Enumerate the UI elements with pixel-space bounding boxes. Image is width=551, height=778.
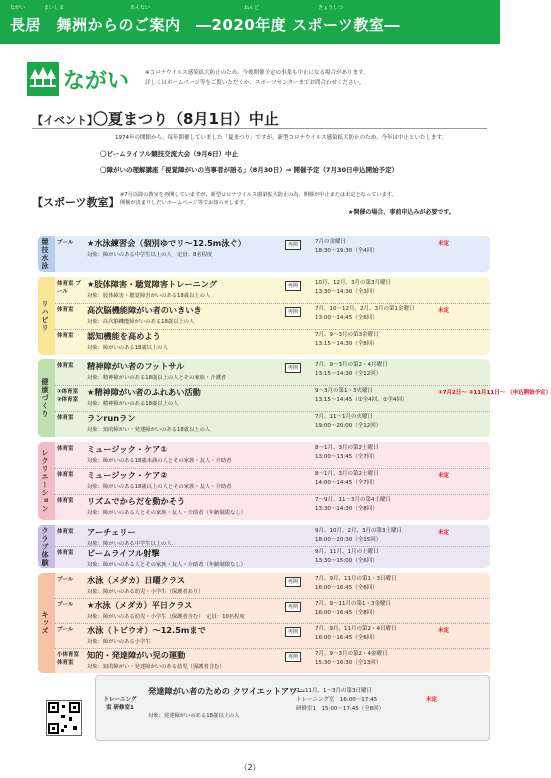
venue: 体育室 bbox=[57, 333, 74, 339]
program-row bbox=[55, 468, 490, 494]
category-tab bbox=[38, 442, 55, 520]
venue: プール bbox=[57, 240, 74, 246]
category-name: 競技水泳 bbox=[41, 238, 49, 270]
program-row: トレーニング室 研修室1 発達障がい者のための クワイエットアワー 対象：発達障がいのある18歳以上の人 7～11月、1～3月の第3日曜日 トレーニング室 16:00～17:45 研修室1 15:00～17:45（全8回） 未定 bbox=[103, 686, 438, 719]
venue: プール bbox=[57, 627, 74, 633]
category-tab bbox=[38, 277, 55, 355]
status-badge: 未定 bbox=[426, 697, 438, 703]
program-target: 対象：高次脳機能障がいのある18歳以上の人 bbox=[87, 319, 195, 325]
program-target: 対象：障がいのある小学生 bbox=[87, 639, 151, 645]
ruby-text: あんない bbox=[130, 5, 151, 11]
schedule: 7月、11～1月の火曜日 19:00～20:00（全12回） bbox=[315, 414, 382, 429]
row-divider bbox=[55, 303, 490, 304]
venue: 体育室 bbox=[57, 446, 74, 452]
program-name: ミュージック・ケア① bbox=[87, 444, 168, 454]
event-item: 〇ビームライフル競技交流大会（9月6日）中止 bbox=[100, 150, 239, 158]
program-name: ★水泳練習会（個別ゆでリ～12.5m泳ぐ） bbox=[87, 238, 246, 248]
program-row bbox=[55, 494, 490, 520]
row-divider bbox=[55, 411, 490, 412]
resume-badge: 再開 bbox=[285, 240, 301, 250]
schedule: 7月、10～12月、2月、3月の第1金曜日 13:00～14:45（全6回） bbox=[315, 306, 415, 321]
schedule: 7月、9～3月の第3金曜日 13:15～14:30（全8回） bbox=[315, 332, 379, 347]
schedule: 9月、11月、1月の土曜日 13:30～15:00（全6回） bbox=[315, 549, 379, 564]
program-name: 認知機能を高めよう bbox=[87, 331, 161, 341]
program-target: 対象：障がいのある中学生以上の人 bbox=[87, 541, 172, 547]
event-description: 1974年の開館から、毎年開催していました「夏まつり」ですが、新型コロナウイルス感染拡大防止のため、今年は中止といたします。 bbox=[115, 135, 448, 141]
row-divider bbox=[55, 468, 490, 469]
category-1 bbox=[38, 277, 490, 355]
schedule: 9月、10月、2月、3月の第3土曜日 18:00～20:30（全15回） bbox=[315, 528, 402, 543]
program-target: 対象：精神障がいのある18歳以上の人とその家族・介護者 bbox=[87, 375, 227, 381]
schedule: 9～3月の第1・3火曜日 13:15～14:45（①全4回、②全4回） bbox=[315, 388, 408, 403]
status-badge: 未定 bbox=[438, 530, 450, 536]
schedule: 7月、9月、11月の第1・3日曜日 16:00～16:45（全6回） bbox=[315, 576, 397, 591]
schedule: 7月、9月、11月の第2・4日曜日 16:00～16:45（全6回） bbox=[315, 626, 397, 641]
program-name: アーチェリー bbox=[87, 527, 136, 537]
row-divider bbox=[55, 598, 490, 599]
event-title: 〇夏まつり（8月1日）中止 bbox=[93, 110, 279, 128]
site-logo bbox=[27, 62, 137, 96]
program-name: 知的・発達障がい児の運動 bbox=[87, 650, 186, 660]
schedule: 7～9月、11～3月の第4土曜日 13:30～14:30（全8回） bbox=[315, 497, 391, 512]
ruby-text: まいしま bbox=[44, 5, 65, 11]
venue: 体育室 プール bbox=[57, 281, 81, 295]
program-name: ★肢体障害・聴覚障害トレーニング bbox=[87, 279, 217, 289]
program-row bbox=[55, 525, 490, 546]
resume-badge: 再開 bbox=[285, 627, 301, 637]
site-name: ながい bbox=[63, 69, 130, 94]
resume-badge: 再開 bbox=[285, 652, 301, 662]
schedule: 7月、9～3月の第2・4月曜日 13:15～14:30（全12回） bbox=[315, 362, 388, 377]
schedule: 8～1月、3月の第2土曜日 14:00～14:45（全7回） bbox=[315, 471, 379, 486]
program-target: 対象：障がいのある18歳以上の人 bbox=[87, 345, 168, 351]
program-row bbox=[55, 385, 551, 411]
program-name: ★水泳（メダカ）平日クラス bbox=[87, 600, 193, 610]
program-row bbox=[55, 236, 490, 272]
resume-badge: 再開 bbox=[285, 577, 301, 587]
program-name: ★精神障がい者のふれあい活動 bbox=[87, 387, 201, 397]
program-target: 対象：障がいのある18歳未満の人とその家族・友人・介助者 bbox=[87, 458, 232, 464]
program-target: 対象：知的障がい・発達障がいのある18歳以上の人 bbox=[87, 427, 211, 433]
status-badge: 未定 bbox=[438, 241, 450, 247]
category-tab bbox=[38, 573, 55, 673]
sports-section-label: 【スポーツ教室】 bbox=[32, 196, 120, 209]
venue: 体育室 bbox=[57, 363, 74, 369]
program-row bbox=[55, 442, 490, 468]
category-name: レクリエーション bbox=[41, 449, 49, 513]
row-divider bbox=[55, 385, 490, 386]
status-badge: 未定 bbox=[438, 628, 450, 634]
program-row bbox=[55, 598, 490, 623]
program-target: 対象：障がいのある人とその家族・友人・介助者（年齢制限なし） bbox=[87, 562, 246, 568]
resume-badge: 再開 bbox=[285, 307, 301, 317]
program-name: ランrunラン bbox=[87, 413, 136, 423]
sports-note: ※7月以降の教室を再開していますが、新型コロナウイルス感染拡大防止の為、開催が中止または未定となっています。 開催が決まりしだいホームページ等でお知らせします。 bbox=[120, 192, 397, 206]
program-row bbox=[55, 648, 490, 673]
status-badge: 未定 bbox=[438, 308, 450, 314]
divider bbox=[32, 128, 487, 129]
category-0 bbox=[38, 236, 490, 272]
venue: プール bbox=[57, 577, 74, 583]
venue: プール bbox=[57, 602, 74, 608]
row-divider bbox=[55, 623, 490, 624]
program-target: 対象：精神障がいのある18歳以上の人 bbox=[87, 401, 179, 407]
category-name: リハビリ bbox=[41, 300, 49, 332]
venue: ①体育室 ②体育室 bbox=[57, 389, 79, 403]
program-row bbox=[55, 623, 490, 648]
venue: 体育室 bbox=[57, 550, 74, 556]
program-target: 対象：障がいのある幼児・小学生（保護者あり） bbox=[87, 589, 204, 595]
schedule: 8～1月、3月の第2土曜日 13:00～13:45（全7回） bbox=[315, 445, 379, 460]
event-item: 〇障がいの理解講座「視覚障がいの当事者が語る」（8月30日）⇒ 開催予定（7月30日申込開始予定） bbox=[100, 166, 399, 174]
covid-notice: ※コロナウイルス感染拡大防止のため、今後開催予定の事業も中止になる場合があります。 詳しくはホームページ等をご覧いただくか、スポーツセンターまでお問合わせください。 bbox=[145, 70, 369, 86]
row-divider bbox=[55, 494, 490, 495]
program-name: 水泳（メダカ）日曜クラス bbox=[87, 575, 186, 585]
program-target: 対象：障がいのある幼児・小学生（保護者含む） 定員：10名程度 bbox=[87, 614, 245, 620]
venue: 体育室 bbox=[57, 498, 74, 504]
program-name: ミュージック・ケア② bbox=[87, 470, 168, 480]
program-name: 精神障がい者のフットサル bbox=[87, 361, 185, 371]
program-row bbox=[55, 411, 490, 437]
venue: 体育室 bbox=[57, 472, 74, 478]
program-row bbox=[55, 573, 490, 598]
program-row bbox=[55, 303, 490, 329]
program-target: 対象：知的障がい・発達障がいのある幼児（保護者含む） bbox=[87, 664, 225, 670]
resume-badge: 再開 bbox=[285, 281, 301, 291]
schedule: 10月、12月、3月の第3月曜日 13:30～14:30（全3回） bbox=[315, 280, 391, 295]
program-name: 水泳（トビウオ）～12.5mまで bbox=[87, 625, 206, 635]
category-name: クラブ体験 bbox=[41, 526, 49, 567]
event-section-label: 【イベント】 bbox=[32, 114, 98, 127]
tree-icon bbox=[27, 62, 59, 96]
category-2 bbox=[38, 359, 551, 437]
program-row bbox=[55, 359, 490, 385]
program-target: 対象：障がいのある中学生以上の人 定員：8名程度 bbox=[87, 252, 213, 258]
resume-badge: 再開 bbox=[285, 363, 301, 373]
venue: 小体育室 体育室 bbox=[57, 652, 80, 666]
program-name: 高次脳機能障がい者のいきいき bbox=[87, 305, 202, 315]
category-tab bbox=[38, 359, 55, 437]
program-name: ビームライフル射撃 bbox=[87, 548, 160, 558]
ruby-text: きょうしつ bbox=[318, 5, 344, 11]
program-row bbox=[55, 277, 490, 303]
program-target: 対象：障がいのある18歳以上の人とその家族・友人・介助者 bbox=[87, 484, 232, 490]
category-name: キッズ bbox=[41, 611, 49, 635]
category-name: 健康づくり bbox=[41, 378, 49, 418]
page-title: 長居 舞洲からのご案内 ―2020年度 スポーツ教室― bbox=[10, 16, 400, 34]
category-tab bbox=[38, 236, 55, 272]
category-4 bbox=[38, 525, 490, 568]
qr-code-icon[interactable] bbox=[46, 700, 82, 736]
row-divider bbox=[55, 648, 490, 649]
row-divider bbox=[55, 546, 490, 547]
quiet-hour-program bbox=[95, 675, 490, 741]
venue: 体育室 bbox=[57, 415, 74, 421]
program-row bbox=[55, 546, 490, 567]
resume-badge: 再開 bbox=[285, 602, 301, 612]
schedule: 7月の金曜日 18:30～19:30（全4回） bbox=[315, 239, 378, 254]
schedule: 7月、9～3月の第2・4金曜日 15:30～16:30（全13回） bbox=[315, 651, 388, 666]
program-target: 対象：肢体障害・聴覚障害がいのある18歳以上の人 bbox=[87, 293, 211, 299]
schedule: 7～11月、1～3月の第3日曜日 トレーニング室 16:00～17:45 研修室1 15:00～17:45（全8回） bbox=[296, 688, 385, 712]
category-tab bbox=[38, 525, 55, 568]
program-target: 対象：障がいのある人とその家族・友人・介助者（年齢制限なし） bbox=[87, 510, 246, 516]
header-banner bbox=[0, 0, 500, 44]
program-row bbox=[55, 329, 490, 355]
ruby-text: ねんど bbox=[244, 5, 260, 11]
schedule: 7月、9～11月の第1・3金曜日 16:00～16:45（全8回） bbox=[315, 601, 391, 616]
ruby-text: ながい bbox=[10, 5, 26, 11]
venue: 体育室 bbox=[57, 529, 74, 535]
page-number: （2） bbox=[239, 763, 261, 772]
category-5 bbox=[38, 573, 490, 673]
status-badge: 未定 bbox=[438, 473, 450, 479]
category-3 bbox=[38, 442, 490, 520]
program-name: リズムでからだを動かそう bbox=[87, 496, 186, 506]
venue: 体育室 bbox=[57, 307, 74, 313]
row-divider bbox=[55, 329, 490, 330]
status-badge: ①7月2日～ ②11月11日～ （申込開始予定） bbox=[438, 390, 551, 396]
apply-required-note: ★開催の場合、事前申込みが必要です。 bbox=[348, 209, 455, 216]
